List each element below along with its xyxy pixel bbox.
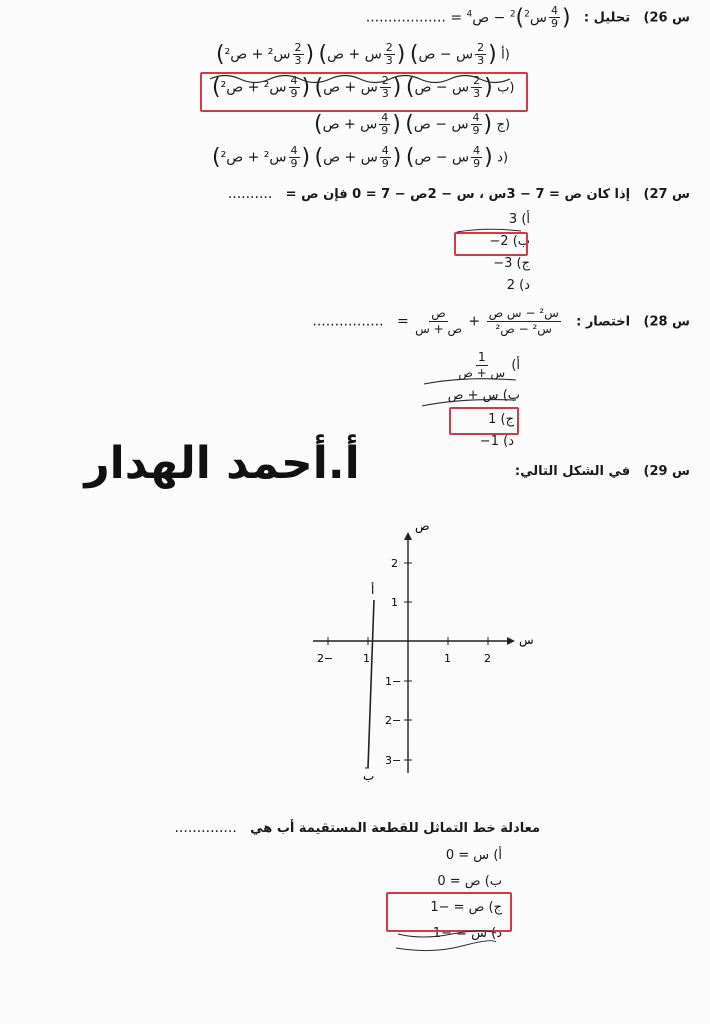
q28-choice-d[interactable]: د) 1− [479,434,514,449]
q26-choice-a-label: أ) [501,47,510,63]
point-b-label: ب [363,769,375,783]
q29-answer-highlight [386,892,512,932]
q29-header [515,463,690,479]
q27-choice-d[interactable]: د) 2 [506,278,530,293]
q29-choice-d[interactable]: د) س = −1 [432,926,502,941]
q26-label: س 26) [643,10,690,26]
q26-choice-b-label: ب) [497,80,515,96]
x-axis-arrow [507,637,515,645]
coordinate-plane [305,518,545,788]
q26-header [366,5,690,30]
y-axis-arrow [404,532,412,540]
q26-choice-a[interactable]: (س² + ص² $\frac{2}{3}$ ) (س + ص $\frac{2}{3}$ ) (س − ص $\frac{2}{3}$ ) أ) [216,41,510,67]
q26-choice-b[interactable]: (س² + ص² $\frac{4}{9}$ ) (س + ص $\frac{2}{3}$ ) (س − ص $\frac{2}{3}$ ) ب) [212,74,515,100]
y-tick-label: 2 [391,557,398,570]
q29-choice-b[interactable]: ب) ص = 0 [437,874,502,889]
q29-dots: .............. [174,820,237,836]
q26-expression: ( $\frac{4}{9}$ س$^2$)$^2$ − ص$^4$ = [445,4,571,30]
q26-choice-d[interactable]: (س² + ص² $\frac{4}{9}$ ) (س + ص $\frac{4}{9}$ ) (س − ص $\frac{4}{9}$ ) د) [212,144,509,170]
x-tick-label: 2 [484,652,491,665]
watermark: أ.أحمد الهدار [84,438,360,489]
q27-dots: .......... [227,186,273,202]
q29-question-text: معادلة خط التماثل للقطعة المستقيمة أب هي [250,821,540,836]
q28-label: س 28) [643,314,690,330]
q28-choice-c[interactable]: ج) 1 [488,412,514,427]
q28-dots: ................ [312,313,384,330]
q29-question [174,820,540,836]
x-tick-label: 1 [363,652,370,665]
q27-header [228,186,690,202]
q29-choice-c[interactable]: ج) ص = −1 [430,900,502,915]
q27-prompt: إذا كان ص = 7 − 3س ، س − 2ص − 7 = 0 فإن ص = [285,187,631,202]
q27-choice-b[interactable]: ب) 2− [489,234,530,249]
axis-y-label: ص [415,519,430,533]
q29-scribble [392,928,502,954]
q27-choice-a[interactable]: أ) 3 [508,212,530,227]
q27-underline [455,226,525,236]
q27-label: س 27) [643,187,690,202]
q26-prompt: تحليل : [583,10,631,26]
q29-prompt: في الشكل التالي: [514,464,631,479]
q26-choice-c-label: ج) [496,117,511,133]
x-tick-label: 1 [444,652,451,665]
y-tick-label: 2− [385,714,402,727]
q29-label: س 29) [643,464,690,479]
y-tick-label: 3− [385,754,402,767]
q28-header: س 28) اختصار : $\frac{\text{س² − س ص}}{\text{س² − ص²}}$ + $\frac{\text{ص}}{\text{ص + س}}$ = ................ [312,306,690,336]
q28-choice-a[interactable]: أ) $\frac{1}{\text{س + ص}}$ [458,350,520,380]
q29-choice-a[interactable]: أ) س = 0 [445,848,502,863]
q26-choice-c[interactable]: (س + ص $\frac{4}{9}$ ) (س − ص $\frac{4}{9}$ ) ج) [314,111,511,137]
q28-choice-b[interactable]: ب) س + ص [447,388,520,403]
point-a-label: أ [371,583,375,597]
q27-choice-c[interactable]: ج) 3− [493,256,530,271]
y-tick-label: 1− [385,675,402,688]
x-tick-label: 2− [317,652,334,665]
q28-strikes [420,372,520,412]
q26-squiggle [205,70,525,84]
segment-ab [368,600,374,768]
axis-x-label: س [519,633,534,647]
y-tick-label: 1 [391,596,398,609]
q26-choice-d-label: د) [497,150,509,166]
q26-dots: .................. [365,9,446,26]
q28-prompt: اختصار : [576,314,631,330]
